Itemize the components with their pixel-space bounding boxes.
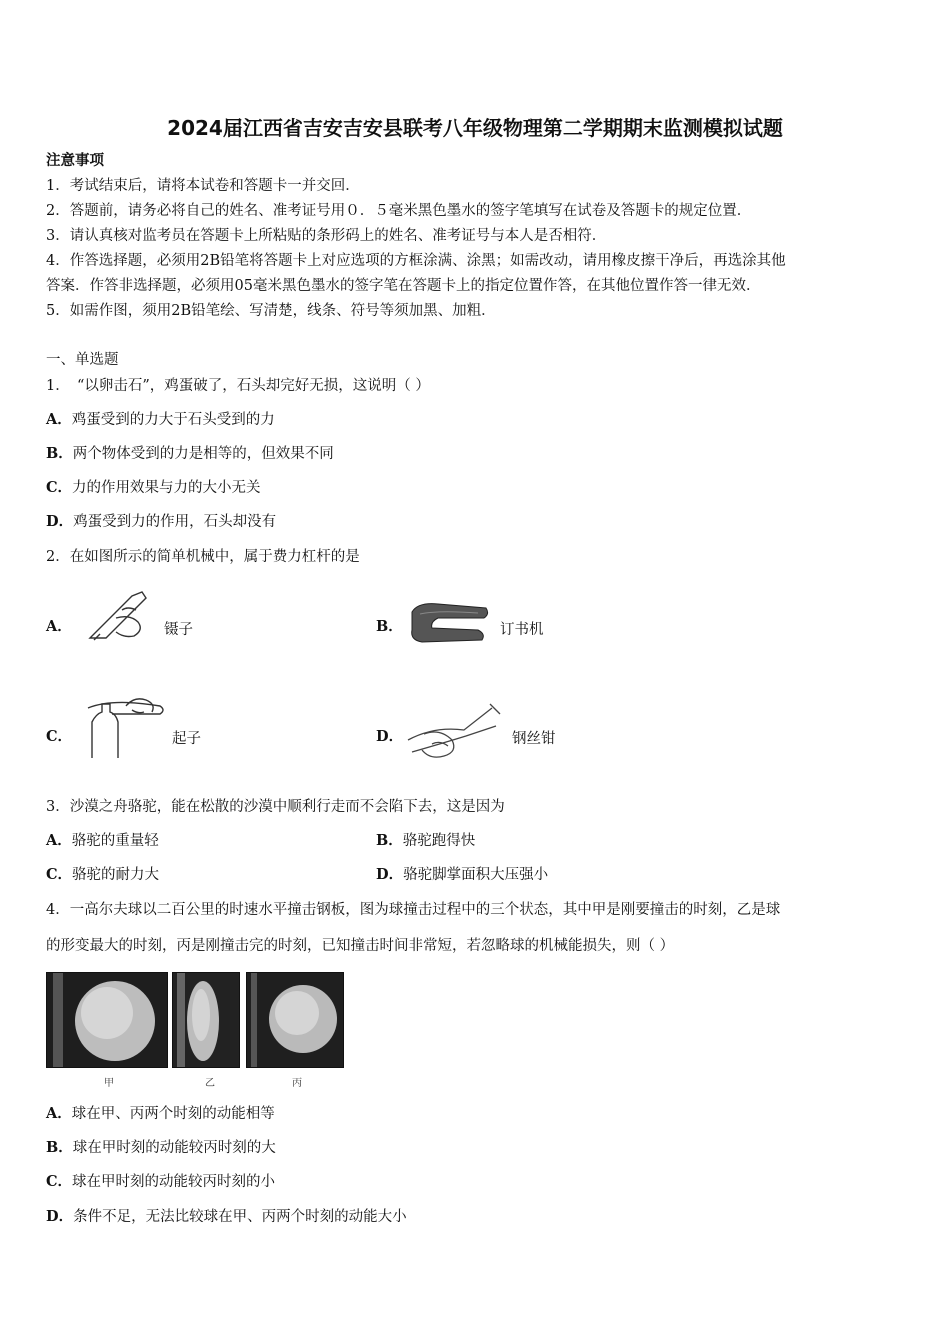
q2-option-b-letter: B． [376,618,403,635]
option-text: 球在甲、丙两个时刻的动能相等 [71,1106,275,1122]
q1-option-a [46,410,275,430]
option-text: 球在甲时刻的动能较丙时刻的小 [72,1174,276,1190]
q3-option-c [46,865,159,885]
golf-ball-photo-yi [172,972,240,1068]
stapler-figure [408,600,490,646]
option-letter: C． [46,1173,73,1190]
page-title: 2024届江西省吉安吉安县联考八年级物理第二学期期末监测模拟试题 [167,116,783,140]
note-item: 5．如需作图，须用2B铅笔绘、写清楚，线条、符号等须加黑、加粗． [46,303,496,319]
question-4-stem-line-2: 的形变最大的时刻，丙是刚撞击完的时刻，已知撞击时间非常短，若忽略球的机械能损失，则（ ） [46,938,675,954]
option-letter: C． [46,479,73,496]
option-letter: B． [376,832,403,849]
question-2-stem: 2．在如图所示的简单机械中，属于费力杠杆的是 [46,549,360,565]
option-letter: D． [376,866,404,883]
question-4-stem-line-1: 4．一高尔夫球以二百公里的时速水平撞击钢板，图为球撞击过程中的三个状态，其中甲是刚要撞击的时刻，乙是球 [46,902,781,918]
option-letter: A． [46,411,72,428]
option-letter: D． [46,513,74,530]
golf-ball-photo-jia [46,972,168,1068]
photo-caption: 乙 [205,1078,215,1089]
pliers-figure [404,700,504,766]
q2-option-c-label: 起子 [172,731,201,747]
photo-caption: 甲 [104,1078,114,1089]
bottle-opener-figure [82,692,168,762]
q3-option-b [376,831,475,851]
question-3-stem: 3．沙漠之舟骆驼，能在松散的沙漠中顺利行走而不会陷下去，这是因为 [46,799,505,815]
photo-caption: 丙 [292,1078,302,1089]
q4-option-b [46,1138,276,1158]
tweezers-figure [86,588,156,644]
option-text: 球在甲时刻的动能较丙时刻的大 [72,1140,276,1156]
q2-option-a-label: 镊子 [164,622,193,638]
q4-option-d [46,1207,407,1227]
option-letter: D． [46,1208,74,1225]
option-letter: B． [46,1139,73,1156]
option-text: 骆驼的耐力大 [72,867,160,883]
note-item: 4．作答选择题，必须用2B铅笔将答题卡上对应选项的方框涂满、涂黑；如需改动，请用橡皮擦干净后，再选涂其他 [46,253,786,269]
q3-option-a [46,831,159,851]
option-letter: C． [46,866,73,883]
option-text: 两个物体受到的力是相等的，但效果不同 [72,446,334,462]
q1-option-b [46,444,334,464]
q3-option-d [376,865,548,885]
note-item: 2．答题前，请务必将自己的姓名、准考证号用０．５毫米黑色墨水的签字笔填写在试卷及答题卡的规定位置． [46,203,752,219]
q4-option-c [46,1172,275,1192]
option-text: 骆驼跑得快 [402,833,476,849]
note-item: 3．请认真核对监考员在答题卡上所粘贴的条形码上的姓名、准考证号与本人是否相符． [46,228,607,244]
q2-option-c-letter: C． [46,728,73,745]
q4-option-a [46,1104,275,1124]
notes-heading: 注意事项 [46,152,104,169]
option-text: 骆驼的重量轻 [71,833,159,849]
section-heading: 一、单选题 [46,352,119,368]
question-1-stem: 1． “以卵击石”，鸡蛋破了，石头却完好无损，这说明（ ） [46,378,430,394]
q2-option-d-label: 钢丝钳 [512,731,556,747]
golf-ball-photo-bing [246,972,344,1068]
q2-option-d-letter: D． [376,728,404,745]
option-text: 骆驼脚掌面积大压强小 [403,867,549,883]
option-letter: B． [46,445,73,462]
note-item: 1．考试结束后，请将本试卷和答题卡一并交回． [46,178,360,194]
option-text: 鸡蛋受到力的作用，石头却没有 [73,514,277,530]
q2-option-a-letter: A． [46,618,72,635]
option-text: 力的作用效果与力的大小无关 [72,480,261,496]
note-item: 答案．作答非选择题，必须用05毫米黑色墨水的签字笔在答题卡上的指定位置作答，在其他位置作答一律无效． [46,278,761,294]
q1-option-d [46,512,276,532]
q1-option-c [46,478,261,498]
q2-option-b-label: 订书机 [500,622,544,638]
option-letter: A． [46,832,72,849]
option-text: 条件不足，无法比较球在甲、丙两个时刻的动能大小 [73,1209,407,1225]
option-letter: A． [46,1105,72,1122]
option-text: 鸡蛋受到的力大于石头受到的力 [71,412,275,428]
